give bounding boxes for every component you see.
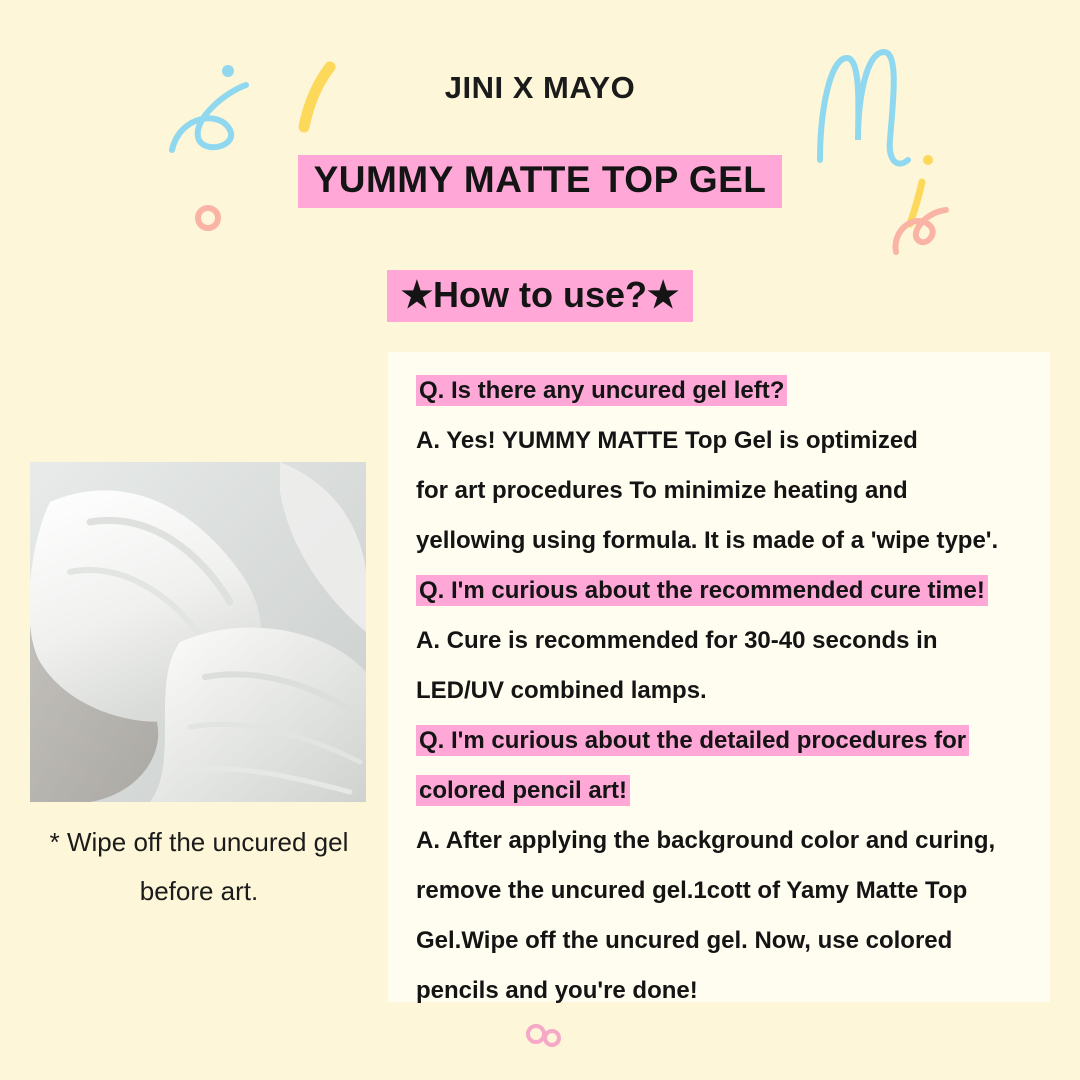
faq-line-text: colored pencil art!: [416, 775, 630, 806]
faq-line: [416, 916, 1026, 966]
product-title: YUMMY MATTE TOP GEL: [298, 155, 783, 208]
faq-line: [416, 466, 1026, 516]
photo-caption-line-2: before art.: [139, 876, 259, 907]
photo-caption-line-1: * Wipe off the uncured gel: [49, 827, 349, 857]
faq-line: [416, 966, 1026, 1016]
section-heading-wrap: [0, 270, 1080, 322]
faq-line-text: LED/UV combined lamps.: [416, 677, 707, 704]
faq-line: [416, 766, 1026, 816]
faq-line-text: remove the uncured gel.1cott of Yamy Matte Top: [416, 877, 968, 904]
faq-line-text: A. Yes! YUMMY MATTE Top Gel is optimized: [416, 427, 918, 454]
faq-panel: [388, 352, 1050, 1002]
faq-line: [416, 716, 1026, 766]
pink-dots-doodle: [522, 1018, 566, 1054]
faq-line-text: Gel.Wipe off the uncured gel. Now, use colored: [416, 927, 953, 954]
faq-line-text: Q. I'm curious about the recommended cure time!: [416, 575, 988, 606]
product-photo: [30, 462, 366, 802]
faq-line-text: Q. Is there any uncured gel left?: [416, 375, 787, 406]
white-cloth-image: [30, 462, 366, 802]
faq-line-text: Q. I'm curious about the detailed procedures for: [416, 725, 969, 756]
photo-caption: [16, 818, 382, 917]
faq-line-text: A. Cure is recommended for 30-40 seconds in: [416, 627, 938, 654]
faq-line-text: pencils and you're done!: [416, 977, 698, 1004]
brand-title: JINI X MAYO: [444, 70, 636, 105]
faq-line: [416, 416, 1026, 466]
faq-line: [416, 616, 1026, 666]
faq-line: [416, 866, 1026, 916]
faq-line: [416, 816, 1026, 866]
faq-line: [416, 566, 1026, 616]
faq-line-text: yellowing using formula. It is made of a 'wipe type'.: [416, 527, 999, 554]
how-to-use-heading: ★How to use?★: [387, 270, 694, 322]
faq-line-text: A. After applying the background color and curing,: [416, 827, 996, 854]
faq-line: [416, 516, 1026, 566]
product-title-wrap: [0, 155, 1080, 208]
faq-line-text: for art procedures To minimize heating and: [416, 477, 908, 504]
faq-line: [416, 666, 1026, 716]
faq-line: [416, 366, 1026, 416]
